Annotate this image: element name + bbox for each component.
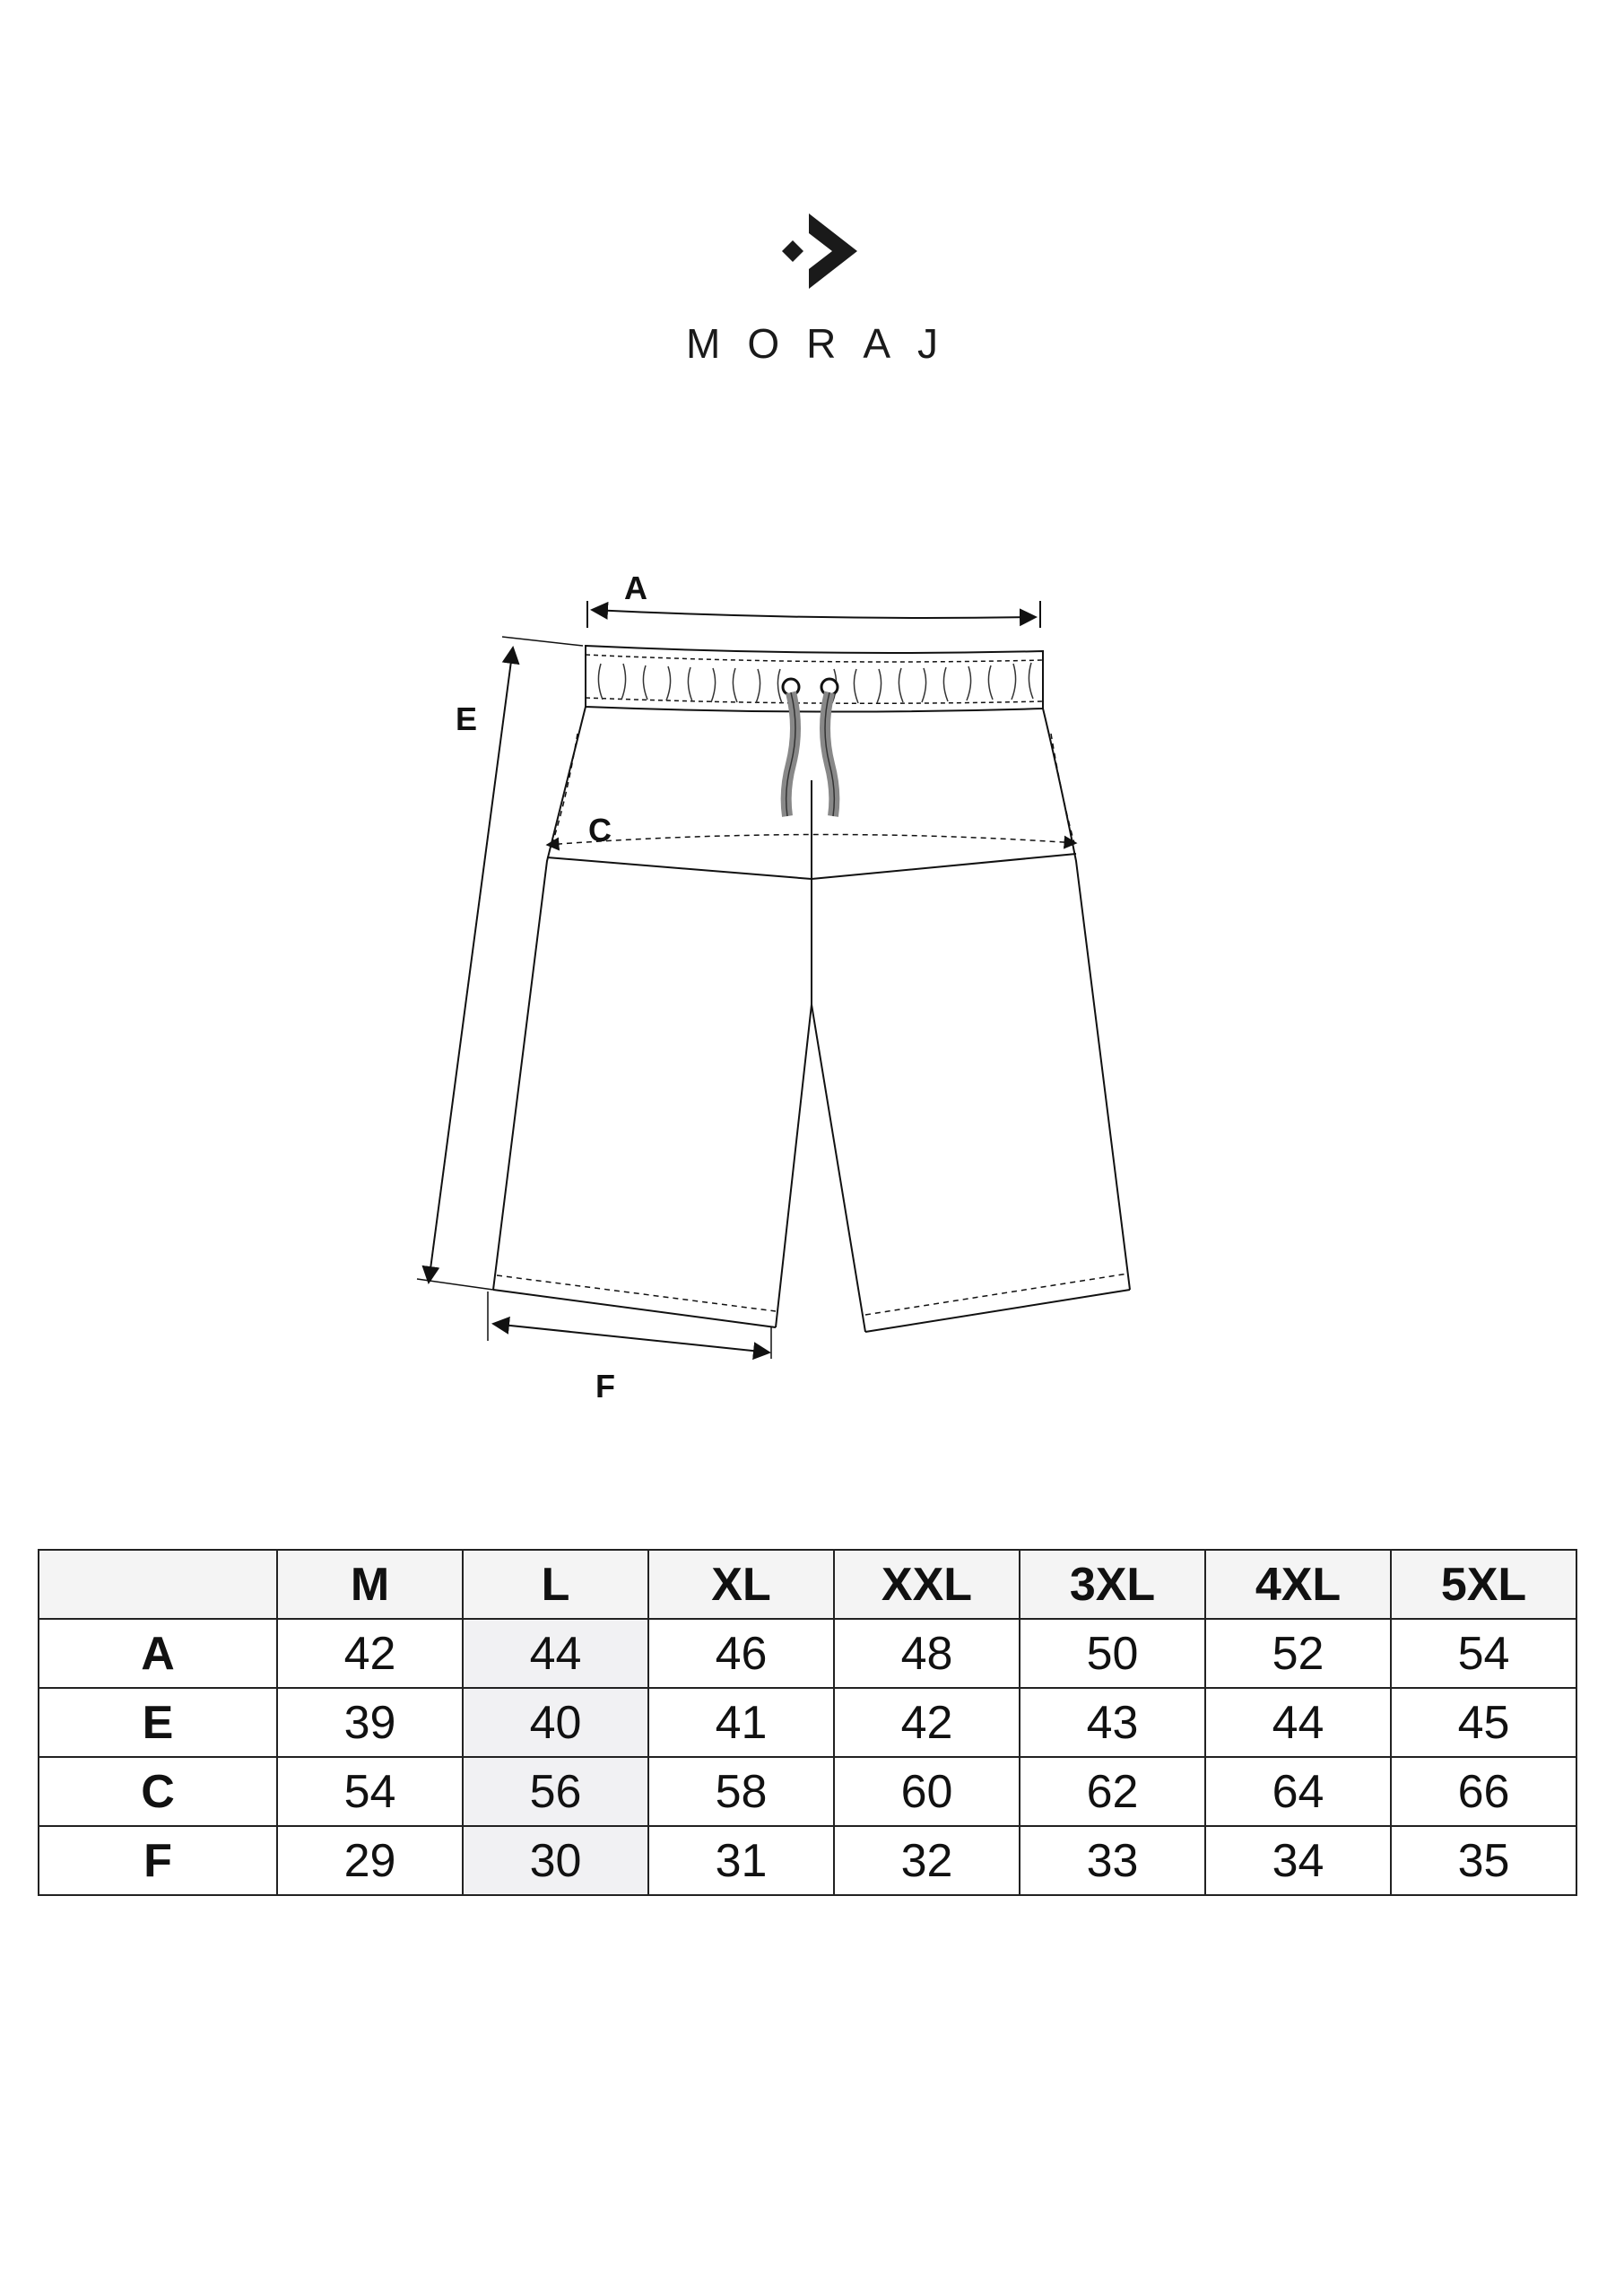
table-cell: 32 — [834, 1826, 1020, 1895]
table-cell-highlighted: 30 — [463, 1826, 648, 1895]
row-label: C — [39, 1757, 277, 1826]
table-cell: 54 — [277, 1757, 463, 1826]
dimension-a — [587, 570, 1040, 628]
diamond-chevron-logo-icon — [771, 206, 870, 296]
table-cell: 42 — [834, 1688, 1020, 1757]
shorts-technical-drawing — [377, 538, 1184, 1417]
row-label: E — [39, 1688, 277, 1757]
brand-logo — [0, 206, 1624, 386]
waistband — [586, 646, 1043, 712]
label-c: C — [588, 812, 612, 848]
table-cell: 54 — [1391, 1619, 1576, 1688]
table-cell: 45 — [1391, 1688, 1576, 1757]
table-cell: 62 — [1020, 1757, 1205, 1826]
table-cell: 60 — [834, 1757, 1020, 1826]
table-cell: 33 — [1020, 1826, 1205, 1895]
label-f: F — [595, 1368, 615, 1405]
table-header-size: 5XL — [1391, 1550, 1576, 1619]
table-cell: 34 — [1205, 1826, 1391, 1895]
shorts-diagram — [377, 538, 1184, 1417]
table-cell: 41 — [648, 1688, 834, 1757]
table-row — [39, 1619, 1576, 1688]
table-header-row — [39, 1550, 1576, 1619]
table-header-size: 4XL — [1205, 1550, 1391, 1619]
table-cell: 48 — [834, 1619, 1020, 1688]
table-cell: 58 — [648, 1757, 834, 1826]
table-cell: 43 — [1020, 1688, 1205, 1757]
table-cell: 44 — [1205, 1688, 1391, 1757]
table-header-size: XL — [648, 1550, 834, 1619]
table-row — [39, 1826, 1576, 1895]
table-cell-highlighted: 44 — [463, 1619, 648, 1688]
table-header-size: 3XL — [1020, 1550, 1205, 1619]
table-cell: 64 — [1205, 1757, 1391, 1826]
table-cell: 42 — [277, 1619, 463, 1688]
shorts-body — [493, 707, 1130, 1332]
table-cell: 52 — [1205, 1619, 1391, 1688]
table-header-size: L — [463, 1550, 648, 1619]
size-chart-table — [38, 1549, 1577, 1896]
table-row — [39, 1757, 1576, 1826]
table-cell: 46 — [648, 1619, 834, 1688]
brand-wordmark: MORAJ — [686, 320, 965, 367]
row-label: F — [39, 1826, 277, 1895]
table-cell: 29 — [277, 1826, 463, 1895]
table-cell-highlighted: 56 — [463, 1757, 648, 1826]
table-cell: 31 — [648, 1826, 834, 1895]
dimension-e — [417, 637, 583, 1290]
table-cell: 66 — [1391, 1757, 1576, 1826]
table-row — [39, 1688, 1576, 1757]
table-header-size: XXL — [834, 1550, 1020, 1619]
table-cell: 35 — [1391, 1826, 1576, 1895]
table-header-blank — [39, 1550, 277, 1619]
row-label: A — [39, 1619, 277, 1688]
table-cell: 50 — [1020, 1619, 1205, 1688]
label-a: A — [624, 570, 647, 606]
table-header-size: M — [277, 1550, 463, 1619]
label-e: E — [456, 700, 478, 737]
table-cell: 39 — [277, 1688, 463, 1757]
table-cell-highlighted: 40 — [463, 1688, 648, 1757]
